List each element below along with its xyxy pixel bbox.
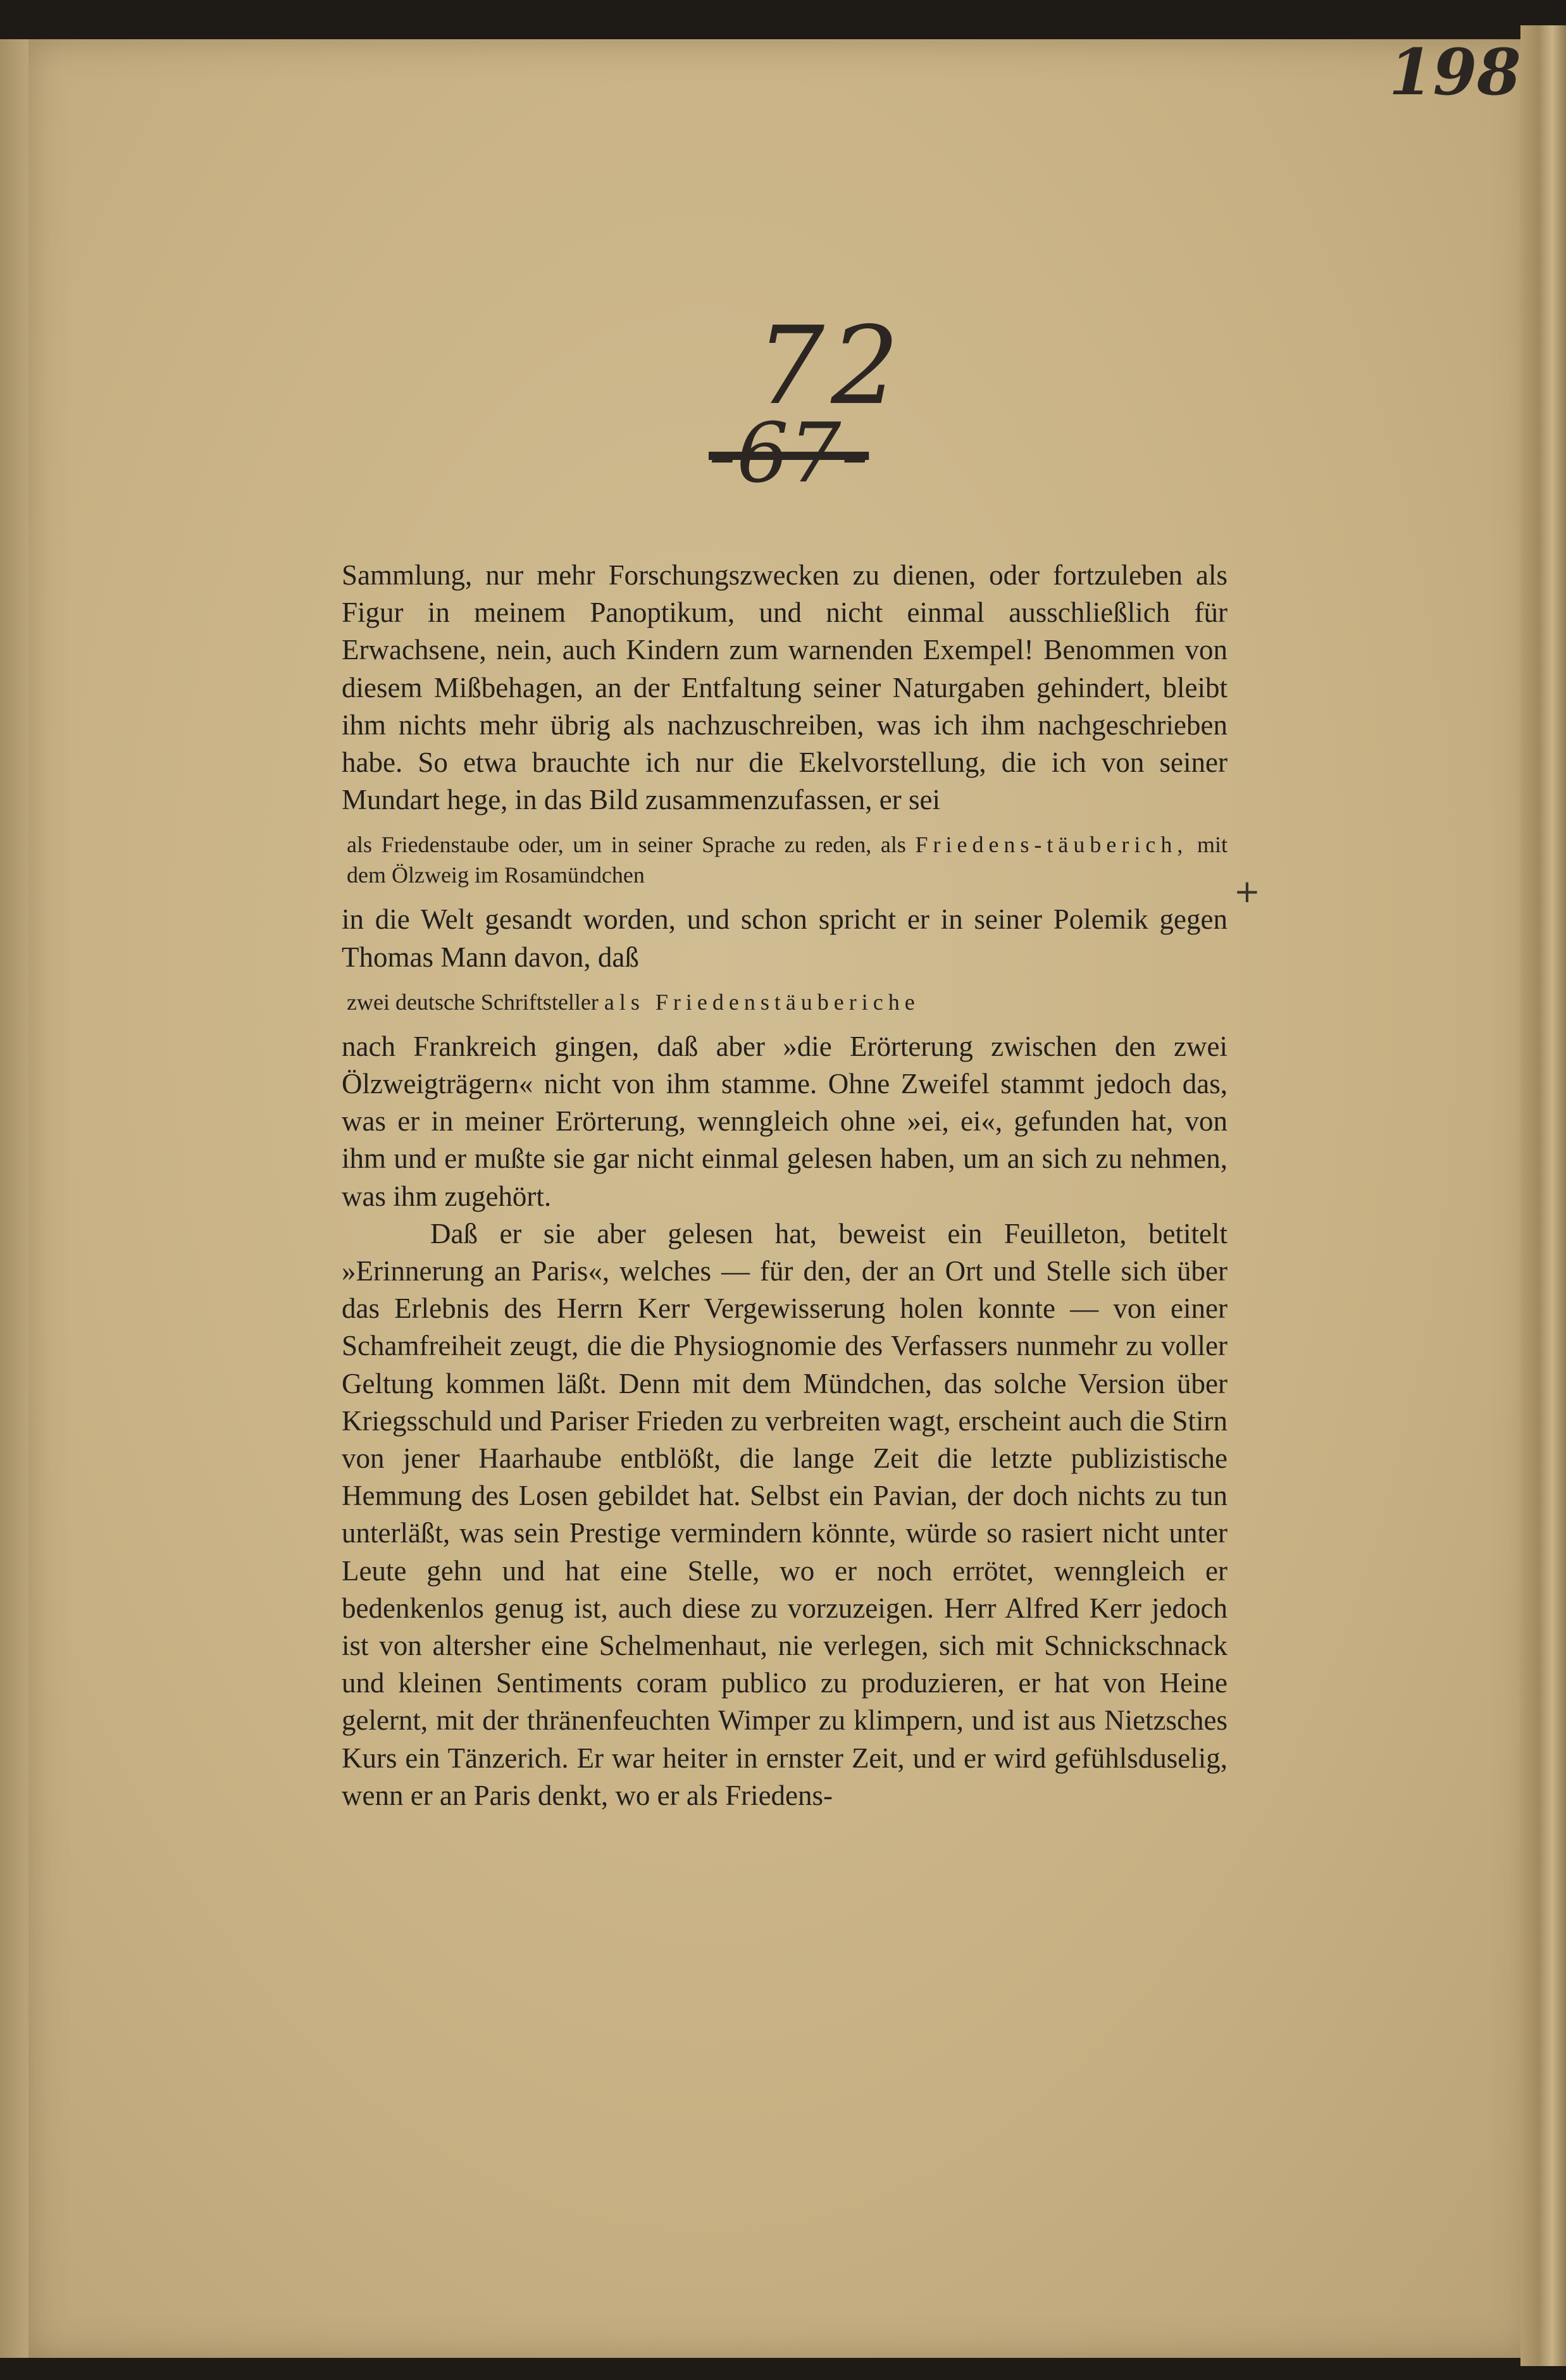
paragraph-4: Daß er sie aber gelesen hat, beweist ein Feuilleton, betitelt »Erinnerung an Paris«, welches — für den, der an Ort und Stelle sich über das Erlebnis des Herrn Kerr Vergewisserung holen konnte — von einer Schamfreiheit zeugt, die die Physiognomie des Verfassers nunmehr zu voller Geltung kommen läßt. Denn mit dem Mündchen, das solche Version über Kriegsschuld und Pariser Frieden zu verbreiten wagt, erscheint auch die Stirn von jener Haarhaube entblößt, die lange Zeit die letzte publizistische Hemmung des Losen gebildet hat. Selbst ein Pavian, der doch nichts zu tun unterläßt, was sein Prestige vermindern könnte, würde so rasiert nicht unter Leute gehn und hat eine Stelle, wo er noch errötet, wenngleich er bedenkenlos genug ist, auch diese zu vorzuzeigen. Herr Alfred Kerr jedoch ist von altersher eine Schelmenhaut, nie verlegen, sich mit Schnickschnack und kleinen Sentiments coram publico zu produzieren, er hat von Heine gelernt, mit der thränenfeuchten Wimper zu klimpern, und ist aus Nietzsches Kurs ein Tänzerich. Er war heiter in ernster Zeit, und er wird gefühlsduselig, wenn er an Paris denkt, wo er als Friedens- bbox=[342, 1217, 1227, 1811]
paragraph-3: nach Frankreich gingen, daß aber »die Erörterung zwischen den zwei Ölzweigträgern« nicht von ihm stamme. Ohne Zweifel stammt jedoch das, was er in meiner Erörterung, wenngleich ohne »ei, ei«, gefunden hat, von ihm und er mußte sie gar nicht einmal gelesen haben, um an sich zu nehmen, was ihm zugehört. bbox=[342, 1030, 1227, 1212]
paragraph-2: in die Welt gesandt worden, und schon spricht er in seiner Polemik gegen Thomas Mann davon, daß bbox=[342, 903, 1227, 973]
struck-page-number: -67- bbox=[709, 405, 869, 501]
body-text bbox=[342, 557, 1227, 1814]
paragraph-1: Sammlung, nur mehr Forschungszwecken zu dienen, oder fortzuleben als Figur in meinem Panoptikum, und nicht einmal ausschließlich für Erwachsene, nein, auch Kindern zum warnenden Exempel! Benommen von diesem Mißbehagen, an der Entfaltung seiner Naturgaben gehindert, bleibt ihm nichts mehr übrig als nachzuschreiben, was ich ihm nachgeschrieben habe. So etwa brauchte ich nur die Ekelvorstellung, die ich von seiner Mundart hege, in das Bild zusammenzufassen, er sei bbox=[342, 559, 1227, 816]
quote-1-part-a: als Friedenstaube oder, um in seiner Sprache zu reden, als bbox=[347, 832, 916, 858]
quote-2 bbox=[347, 987, 1227, 1017]
quote-1-part-c: mit dem Ölzweig im Rosamündchen bbox=[347, 832, 1227, 888]
quote-1 bbox=[347, 829, 1227, 890]
margin-mark: + bbox=[1234, 873, 1260, 910]
folio-number: 198 bbox=[1389, 35, 1521, 109]
quote-2-part-a: zwei deutsche Schriftsteller bbox=[347, 989, 604, 1015]
page-edge bbox=[1520, 25, 1566, 2366]
handwritten-page-number: 72 bbox=[756, 304, 906, 429]
quote-1-spaced: Friedens-täuberich, bbox=[915, 832, 1188, 858]
quote-2-spaced: als Friedenstäuberiche bbox=[604, 989, 920, 1015]
